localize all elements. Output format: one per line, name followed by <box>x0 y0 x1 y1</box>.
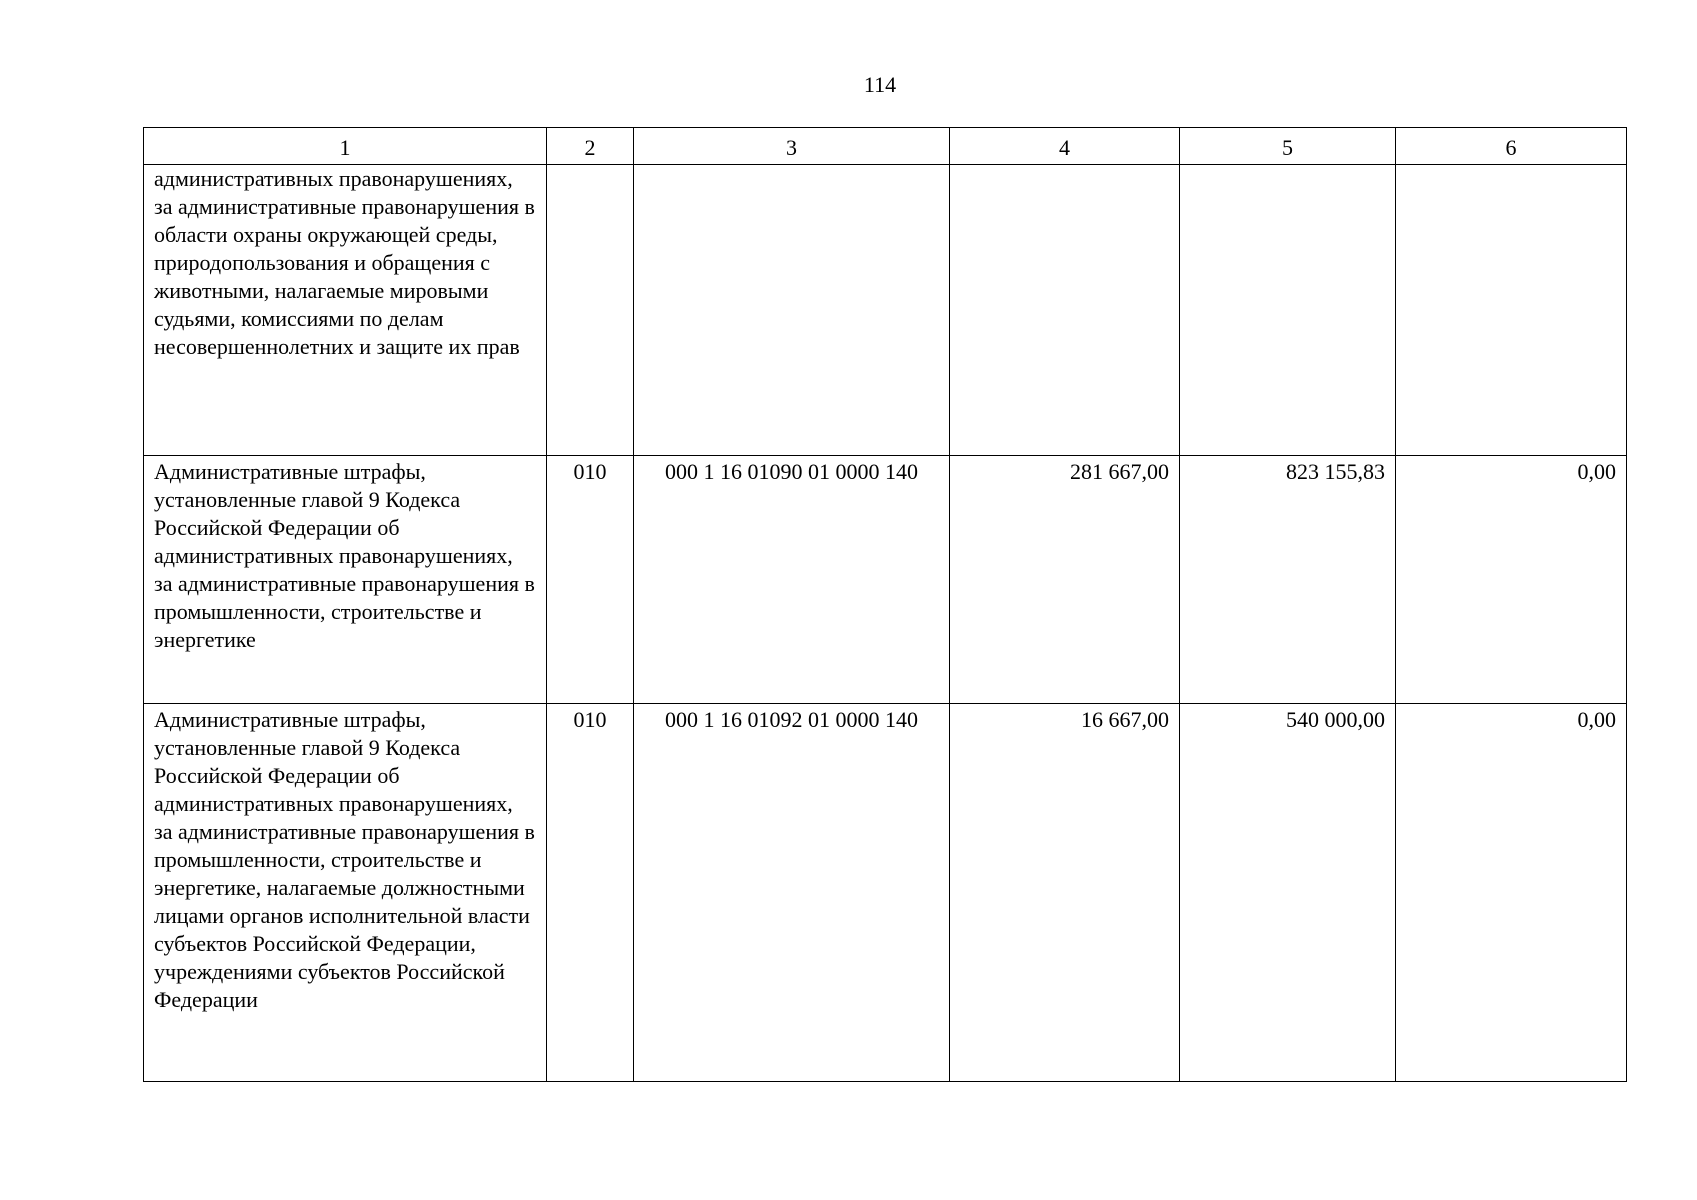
row-budget-code-cell <box>634 165 950 456</box>
row-col4-cell: 281 667,00 <box>950 456 1180 704</box>
header-col-6: 6 <box>1396 128 1627 165</box>
row-budget-code-cell: 000 1 16 01090 01 0000 140 <box>634 456 950 704</box>
row-budget-code-cell: 000 1 16 01092 01 0000 140 <box>634 704 950 1082</box>
header-col-4: 4 <box>950 128 1180 165</box>
row-col4-cell <box>950 165 1180 456</box>
table-row <box>144 165 1627 456</box>
header-col-3: 3 <box>634 128 950 165</box>
row-col5-cell: 540 000,00 <box>1180 704 1396 1082</box>
header-col-2: 2 <box>547 128 634 165</box>
row-col6-cell <box>1396 165 1627 456</box>
row-name-cell: Административные штрафы, установленные главой 9 Кодекса Российской Федерации об административных правонарушениях, за административные правонарушения в промышленности, строительстве и энергетике, налагаемые должностными лицами органов исполнительной власти субъектов Российской Федерации, учреждениями субъектов Российской Федерации <box>144 704 547 1082</box>
table-row <box>144 456 1627 704</box>
row-col4-cell: 16 667,00 <box>950 704 1180 1082</box>
row-col6-cell: 0,00 <box>1396 456 1627 704</box>
row-col5-cell <box>1180 165 1396 456</box>
table-row <box>144 704 1627 1082</box>
row-col6-cell: 0,00 <box>1396 704 1627 1082</box>
row-name-cell: административных правонарушениях, за административные правонарушения в области охраны окружающей среды, природопользования и обращения с животными, налагаемые мировыми судьями, комиссиями по делам несовершеннолетних и защите их прав <box>144 165 547 456</box>
row-line-code-cell <box>547 165 634 456</box>
row-line-code-cell: 010 <box>547 456 634 704</box>
page-number: 114 <box>863 72 897 97</box>
budget-table <box>143 127 1627 1082</box>
row-line-code-cell: 010 <box>547 704 634 1082</box>
header-col-5: 5 <box>1180 128 1396 165</box>
row-name-cell: Административные штрафы, установленные главой 9 Кодекса Российской Федерации об административных правонарушениях, за административные правонарушения в промышленности, строительстве и энергетике <box>144 456 547 704</box>
row-col5-cell: 823 155,83 <box>1180 456 1396 704</box>
table-header-row <box>144 128 1627 165</box>
header-col-1: 1 <box>144 128 547 165</box>
